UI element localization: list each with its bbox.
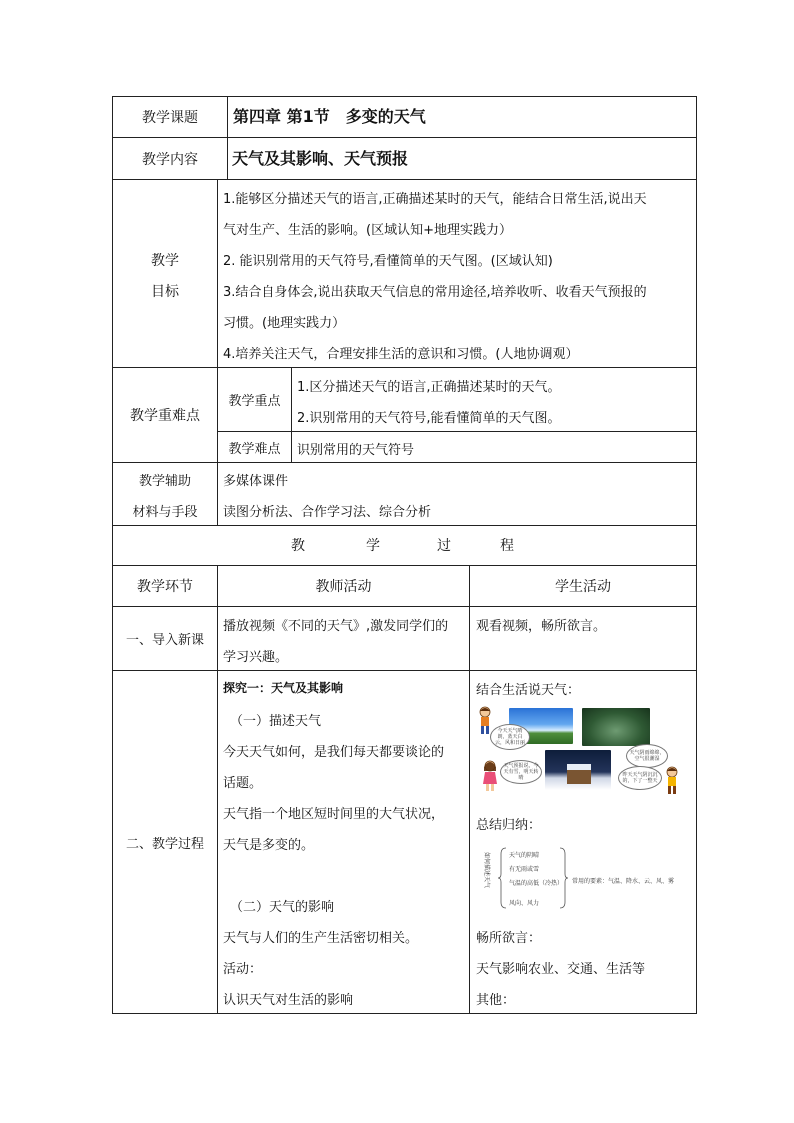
difficult-value: 识别常用的天气符号	[297, 443, 415, 458]
topic-label: 教学课题	[142, 110, 198, 126]
objective-line: 习惯。(地理实践力）	[223, 316, 346, 331]
section-heading: （二）天气的影响	[230, 900, 335, 915]
section-heading: （一）描述天气	[230, 714, 322, 729]
col-teacher-header: 教师活动	[315, 579, 372, 595]
speech-bubble: 天气预报说，今天有雪，明天转晴	[500, 760, 542, 784]
key-label: 教学重点	[228, 394, 281, 409]
difficult-label: 教学难点	[228, 441, 281, 457]
teacher-line: 天气是多变的。	[223, 838, 315, 853]
inquiry-heading: 探究一：天气及其影响	[223, 681, 344, 695]
content-label: 教学内容	[142, 151, 198, 168]
col-student-header: 学生活动	[555, 579, 611, 595]
speech-bubble: 天气阴雨绵绵，空气很潮湿	[626, 744, 668, 768]
teacher-line: 天气与人们的生产生活密切相关。	[223, 931, 419, 946]
child-figure-icon	[481, 760, 499, 792]
speech-bubble: 今天天气晴朗，蓝天白云，风和日丽	[490, 724, 530, 750]
diagram-vertical-label: 如何描述天气	[483, 852, 490, 889]
key-point-line: 1.区分描述天气的语言,正确描述某时的天气。	[297, 380, 561, 395]
diagram-item: 风向、风力	[509, 900, 540, 907]
objectives-label-2: 目标	[151, 284, 179, 300]
other-line: 其他：	[476, 993, 516, 1008]
intro-student: 观看视频，畅所欲言。	[476, 619, 607, 634]
child-figure-icon	[664, 766, 680, 796]
summary-label: 总结归纳：	[476, 818, 542, 833]
key-difficult-label: 教学重难点	[130, 408, 200, 424]
topic-value: 第四章 第1节 多变的天气	[233, 107, 426, 126]
intro-teacher-line-1: 播放视频《不同的天气》,激发同学们的	[223, 619, 449, 634]
process-title-char: 程	[500, 538, 514, 554]
objectives-label-1: 教学	[151, 253, 179, 269]
process-title-char: 学	[366, 538, 380, 554]
aids-label-1: 教学辅助	[138, 474, 191, 489]
process-title-char: 教	[291, 538, 305, 554]
diagram-elements: 常用的要素：气温、降水、云、风、雾	[572, 878, 675, 885]
teacher-line: 活动：	[223, 962, 263, 977]
diagram-item: 气温的高低（冷热）	[509, 880, 564, 887]
influence-line: 天气影响农业、交通、生活等	[476, 962, 646, 977]
aids-line-1: 多媒体课件	[223, 474, 289, 489]
aids-label-2: 材料与手段	[132, 505, 198, 520]
objective-line: 2. 能识别常用的天气符号,看懂简单的天气图。(区域认知)	[223, 254, 553, 269]
aids-line-2: 读图分析法、合作学习法、综合分析	[223, 505, 432, 520]
objective-line: 4.培养关注天气，合理安排生活的意识和习惯。(人地协调观）	[223, 347, 579, 362]
snow-photo	[545, 750, 611, 790]
teacher-line: 话题。	[223, 776, 263, 791]
diagram-item: 有无雨或雪	[509, 866, 540, 873]
process-stage: 二、教学过程	[125, 836, 204, 852]
rain-photo	[582, 708, 650, 746]
objective-line: 1.能够区分描述天气的语言,正确描述某时的天气，能结合日常生活,说出天	[223, 192, 647, 207]
teacher-line: 今天天气如何，是我们每天都要谈论的	[223, 745, 445, 760]
speech-bubble: 昨天天气阴沉沉的，下了一整天	[618, 766, 662, 790]
content-value: 天气及其影响、天气预报	[232, 149, 409, 168]
teacher-line: 天气指一个地区短时间里的大气状况，	[223, 807, 445, 822]
key-point-line: 2.识别常用的天气符号,能看懂简单的天气图。	[297, 411, 561, 426]
diagram-item: 天气的阴晴	[509, 852, 540, 859]
objective-line: 气对生产、生活的影响。(区域认知+地理实践力）	[223, 223, 512, 238]
say-weather-label: 结合生活说天气：	[476, 683, 581, 698]
col-stage-header: 教学环节	[137, 579, 193, 595]
teacher-line: 认识天气对生活的影响	[223, 993, 354, 1008]
objective-line: 3.结合自身体会,说出获取天气信息的常用途径,培养收听、收看天气预报的	[223, 285, 647, 300]
intro-stage: 一、导入新课	[125, 633, 204, 648]
intro-teacher-line-2: 学习兴趣。	[223, 650, 289, 665]
speak-label: 畅所欲言：	[476, 931, 542, 946]
process-title-char: 过	[437, 538, 451, 554]
